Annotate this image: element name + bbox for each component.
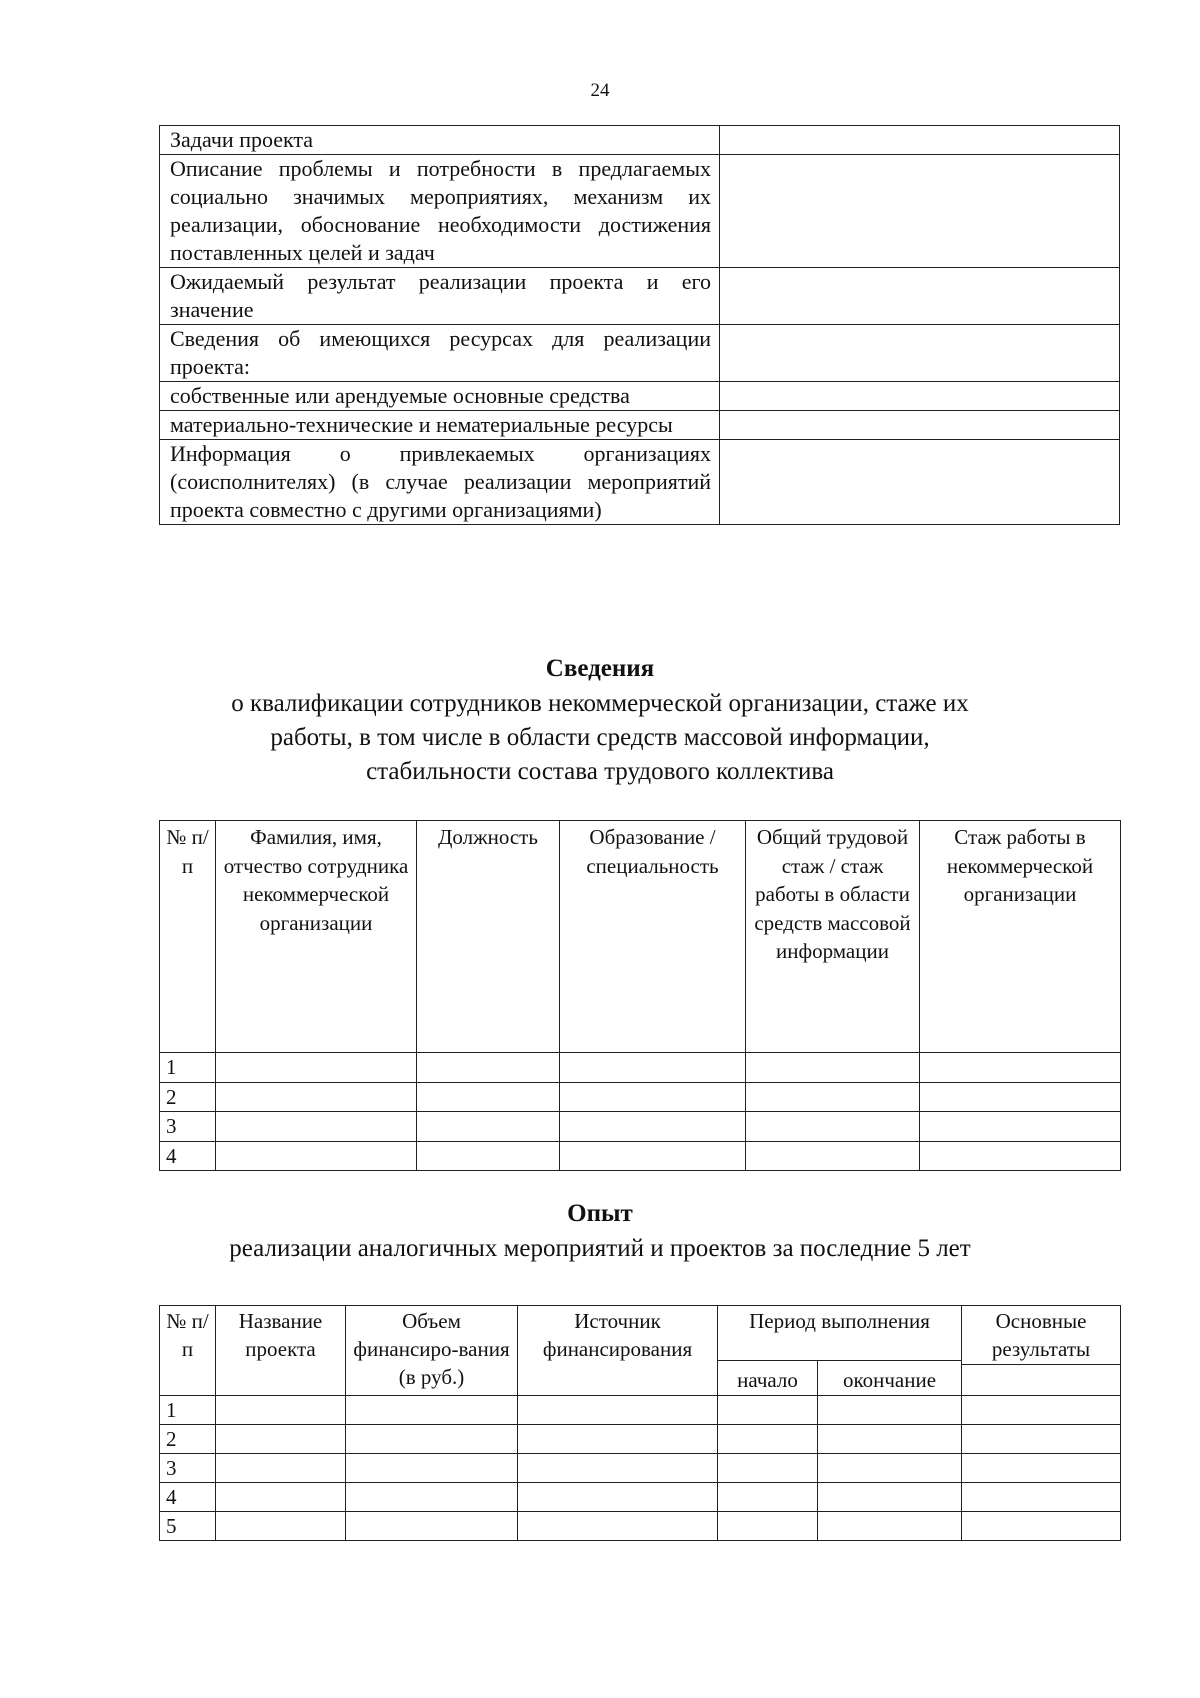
table-row	[160, 1053, 1121, 1083]
cell-position[interactable]	[417, 1082, 560, 1112]
table-row	[160, 1483, 1121, 1512]
cell-education[interactable]	[560, 1053, 746, 1083]
cell-funding-volume[interactable]	[346, 1512, 518, 1541]
header-position: Должность	[417, 821, 560, 1053]
cell-funding-source[interactable]	[518, 1512, 718, 1541]
qualification-subtitle-line: работы, в том числе в области средств массовой информации,	[270, 724, 930, 751]
cell-nko-experience[interactable]	[920, 1141, 1121, 1171]
table-header-row	[160, 821, 1121, 1053]
row-number: 5	[160, 1512, 216, 1541]
row-number: 1	[160, 1053, 216, 1083]
experience-heading	[0, 1200, 1200, 1266]
cell-end[interactable]	[818, 1512, 962, 1541]
cell-full-name[interactable]	[216, 1053, 417, 1083]
cell-funding-source[interactable]	[518, 1483, 718, 1512]
cell-funding-source[interactable]	[518, 1425, 718, 1454]
table-row	[160, 1454, 1121, 1483]
cell-full-name[interactable]	[216, 1082, 417, 1112]
header-start: начало	[718, 1361, 818, 1396]
qualification-title: Сведения	[545, 655, 655, 682]
header-project-name: Название проекта	[216, 1306, 346, 1396]
cell-end[interactable]	[818, 1454, 962, 1483]
row-number: 3	[160, 1454, 216, 1483]
cell-total-experience[interactable]	[746, 1053, 920, 1083]
cell-nko-experience[interactable]	[920, 1112, 1121, 1142]
cell-funding-volume[interactable]	[346, 1425, 518, 1454]
cell-nko-experience[interactable]	[920, 1053, 1121, 1083]
cell-funding-source[interactable]	[518, 1396, 718, 1425]
cell-total-experience[interactable]	[746, 1141, 920, 1171]
cell-funding-volume[interactable]	[346, 1483, 518, 1512]
row-value[interactable]	[720, 268, 1120, 325]
table-row	[160, 1396, 1121, 1425]
table-row	[160, 268, 1120, 325]
cell-education[interactable]	[560, 1082, 746, 1112]
table-row	[160, 382, 1120, 411]
header-end: окончание	[818, 1361, 962, 1396]
table-row	[160, 325, 1120, 382]
experience-subtitle: реализации аналогичных мероприятий и проектов за последние 5 лет	[229, 1235, 971, 1262]
staff-qualification-table	[159, 820, 1121, 1171]
row-label: Описание проблемы и потребности в предлагаемых социально значимых мероприятиях, механизм их реализации, обоснование необходимости достижения поставленных целей и задач	[160, 155, 720, 268]
experience-table	[159, 1305, 1121, 1541]
header-number: № п/п	[160, 1306, 216, 1396]
row-label: Ожидаемый результат реализации проекта и его значение	[160, 268, 720, 325]
header-nko-experience: Стаж работы в некоммерческой организации	[920, 821, 1121, 1053]
header-funding-source: Источник финансирования	[518, 1306, 718, 1396]
header-funding-volume: Объем финансиро-вания (в руб.)	[346, 1306, 518, 1396]
cell-end[interactable]	[818, 1396, 962, 1425]
row-number: 1	[160, 1396, 216, 1425]
cell-results[interactable]	[962, 1396, 1121, 1425]
table-row	[160, 1082, 1121, 1112]
table-row	[160, 1141, 1121, 1171]
table-row	[160, 126, 1120, 155]
cell-project-name[interactable]	[216, 1396, 346, 1425]
row-label: Задачи проекта	[160, 126, 720, 155]
cell-position[interactable]	[417, 1053, 560, 1083]
row-number: 3	[160, 1112, 216, 1142]
row-number: 4	[160, 1141, 216, 1171]
table-row	[160, 155, 1120, 268]
row-value[interactable]	[720, 126, 1120, 155]
cell-start[interactable]	[718, 1454, 818, 1483]
cell-project-name[interactable]	[216, 1454, 346, 1483]
cell-project-name[interactable]	[216, 1483, 346, 1512]
row-label: Сведения об имеющихся ресурсах для реализации проекта:	[160, 325, 720, 382]
cell-start[interactable]	[718, 1483, 818, 1512]
cell-position[interactable]	[417, 1141, 560, 1171]
cell-funding-source[interactable]	[518, 1454, 718, 1483]
row-value[interactable]	[720, 325, 1120, 382]
cell-results[interactable]	[962, 1454, 1121, 1483]
header-total-experience: Общий трудовой стаж / стаж работы в области средств массовой информации	[746, 821, 920, 1053]
header-results: Основные результаты	[962, 1306, 1121, 1365]
header-number: № п/п	[160, 821, 216, 1053]
header-education: Образование / специальность	[560, 821, 746, 1053]
cell-start[interactable]	[718, 1396, 818, 1425]
experience-title: Опыт	[567, 1200, 633, 1227]
row-value[interactable]	[720, 382, 1120, 411]
cell-funding-volume[interactable]	[346, 1396, 518, 1425]
row-value[interactable]	[720, 440, 1120, 525]
table-row	[160, 440, 1120, 525]
table-row	[160, 411, 1120, 440]
qualification-heading	[0, 655, 1200, 789]
row-number: 4	[160, 1483, 216, 1512]
table-row	[160, 1512, 1121, 1541]
table-row	[160, 1425, 1121, 1454]
cell-nko-experience[interactable]	[920, 1082, 1121, 1112]
cell-start[interactable]	[718, 1512, 818, 1541]
qualification-subtitle-line: стабильности состава трудового коллектива	[366, 758, 834, 785]
table-header-row	[160, 1306, 1121, 1361]
cell-project-name[interactable]	[216, 1425, 346, 1454]
qualification-subtitle-line: о квалификации сотрудников некоммерческой организации, стаже их	[231, 690, 969, 717]
cell-project-name[interactable]	[216, 1512, 346, 1541]
row-label: Информация о привлекаемых организациях (соисполнителях) (в случае реализации мероприятий проекта совместно с другими организациями)	[160, 440, 720, 525]
cell-end[interactable]	[818, 1425, 962, 1454]
cell-education[interactable]	[560, 1141, 746, 1171]
header-period: Период выполнения	[718, 1306, 962, 1361]
cell-funding-volume[interactable]	[346, 1454, 518, 1483]
table-row	[160, 1112, 1121, 1142]
cell-full-name[interactable]	[216, 1141, 417, 1171]
row-number: 2	[160, 1425, 216, 1454]
header-full-name: Фамилия, имя, отчество сотрудника некоммерческой организации	[216, 821, 417, 1053]
cell-position[interactable]	[417, 1112, 560, 1142]
row-value[interactable]	[720, 411, 1120, 440]
row-label: собственные или арендуемые основные средства	[160, 382, 720, 411]
row-value[interactable]	[720, 155, 1120, 268]
cell-education[interactable]	[560, 1112, 746, 1142]
cell-full-name[interactable]	[216, 1112, 417, 1142]
cell-results[interactable]	[962, 1483, 1121, 1512]
header-results-blank	[962, 1365, 1121, 1396]
cell-results[interactable]	[962, 1425, 1121, 1454]
cell-end[interactable]	[818, 1483, 962, 1512]
cell-results[interactable]	[962, 1512, 1121, 1541]
cell-total-experience[interactable]	[746, 1112, 920, 1142]
page-number: 24	[590, 80, 610, 101]
cell-total-experience[interactable]	[746, 1082, 920, 1112]
row-label: материально-технические и нематериальные ресурсы	[160, 411, 720, 440]
row-number: 2	[160, 1082, 216, 1112]
project-info-table	[159, 125, 1120, 525]
cell-start[interactable]	[718, 1425, 818, 1454]
